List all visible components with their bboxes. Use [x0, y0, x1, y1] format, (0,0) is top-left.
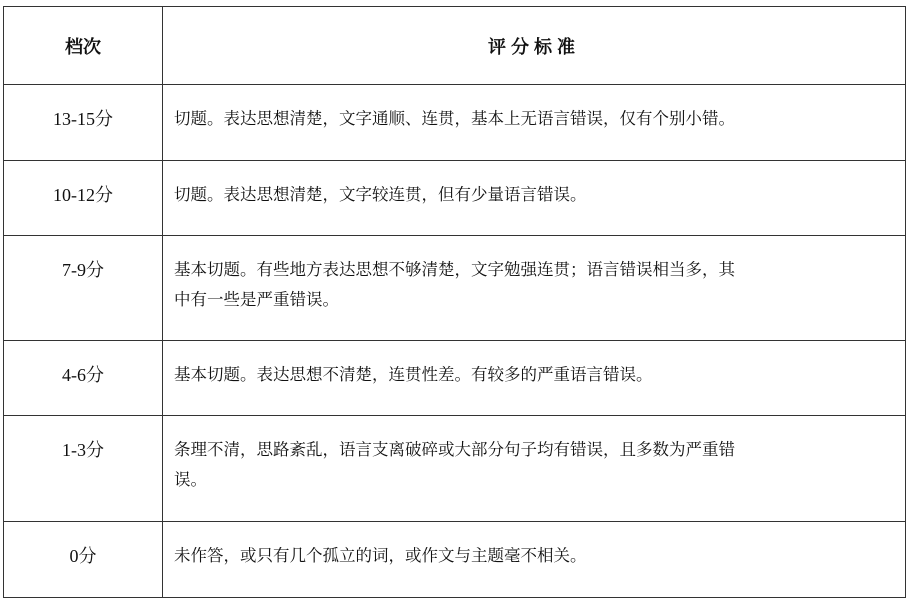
score-level: 7-9分 [62, 260, 104, 280]
table-row [4, 85, 906, 161]
table-row [4, 341, 906, 416]
criteria-text: 切题。表达思想清楚，文字较连贯，但有少量语言错误。 [174, 185, 587, 204]
header-level: 档次 [4, 7, 163, 85]
score-level: 1-3分 [62, 440, 104, 460]
table-row [4, 236, 906, 341]
score-level: 10-12分 [53, 185, 113, 205]
criteria-text: 未作答，或只有几个孤立的词，或作文与主题毫不相关。 [174, 546, 587, 565]
criteria-text: 基本切题。有些地方表达思想不够清楚，文字勉强连贯；语言错误相当多，其 [174, 260, 735, 279]
table-row [4, 522, 906, 598]
criteria-text: 中有一些是严重错误。 [174, 290, 339, 309]
criteria-text: 误。 [174, 470, 207, 489]
table-row [4, 416, 906, 522]
score-level: 0分 [69, 546, 97, 566]
table-row [4, 161, 906, 236]
header-criteria: 评分标准 [163, 7, 906, 85]
criteria-text: 切题。表达思想清楚，文字通顺、连贯，基本上无语言错误，仅有个别小错。 [174, 109, 735, 128]
criteria-text: 条理不清，思路紊乱，语言支离破碎或大部分句子均有错误，且多数为严重错 [174, 440, 735, 459]
score-level: 4-6分 [62, 365, 104, 385]
criteria-text: 基本切题。表达思想不清楚，连贯性差。有较多的严重语言错误。 [174, 365, 653, 384]
score-level: 13-15分 [53, 109, 113, 129]
scoring-table [3, 6, 906, 598]
table-header-row [4, 7, 906, 85]
